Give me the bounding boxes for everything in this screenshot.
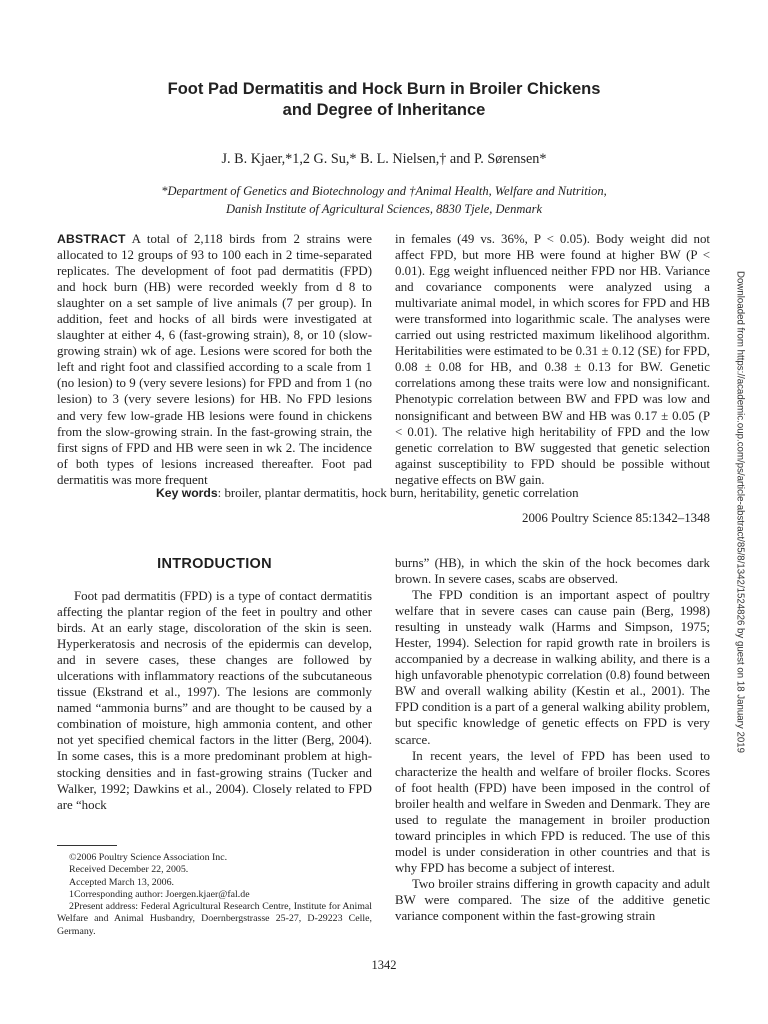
affiliation-line-2: Danish Institute of Agricultural Sciences, 8830 Tjele, Denmark [225,202,543,216]
abstract-left-text: A total of 2,118 birds from 2 strains were allocated to 12 groups of 93 to 100 each in 2 time-separated replicates. The development of foot pad dermatitis (FPD) and hock burn (HB) were recorded weekly from d 8 to slaughter on a set sample of live animals (7 per group). In addition, feet and hocks of all birds were investigated at slaughter at either 4, 6 (fast-growing strain), 8, or 10 (slow-growing strain) wk of age. Lesions were scored for both the left and right foot and classified according to a scale from 1 (no lesion) to 9 (very severe lesions) for FPD and from 1 (no lesion) to 3 (very severe lesions) for HB. No FPD lesions and very few low-grade HB lesions were found in chickens from the slow-growing strain. In the fast-growing strain, the first signs of FPD and HB were seen in wk 2. The incidence of both types of lesions increased thereafter. Foot pad dermatitis was more frequent [57,232,372,487]
abstract-heading: ABSTRACT [57,232,126,246]
introduction-paragraph-2: The FPD condition is an important aspect of poultry welfare that in severe cases can cause pain (Berg, 1998) resulting in unsteady walk (Harms and Simpson, 1975; Hester, 1994). Selection for rapid growth rate in broilers is accompanied by a decrease in walking ability, and there is a high unfavorable phenotypic correlation (0.8) found between BW and overall walking ability (Kestin et al., 2001). The FPD condition is a part of a general walking ability problem, but specific knowledge of genetic effects on FPD is very scarce. [395,588,710,747]
introduction-right-column [395,555,710,924]
footnotes [57,852,372,938]
affiliations [0,182,768,218]
author-list: J. B. Kjaer,*1,2 G. Su,* B. L. Nielsen,† and P. Sørensen* [221,151,547,167]
introduction-paragraph-1-continued: burns” (HB), in which the skin of the hock becomes dark brown. In severe cases, scabs are observed. [395,556,710,587]
download-watermark [727,252,753,772]
footnote-accepted: Accepted March 13, 2006. [69,876,175,888]
abstract-right-text: in females (49 vs. 36%, P < 0.05). Body weight did not affect FPD, but more HB were found at higher BW (P < 0.01). Egg weight influenced neither FPD nor HB. Variance and covariance components were analyzed using a multivariate animal model, in which scores for FPD and HB were transformed into logarithmic scale. The analyses were carried out using restricted maximum likelihood algorithm. Heritabilities were estimated to be 0.31 ± 0.12 (SE) for FPD, 0.08 ± 0.08 for HB, and 0.38 ± 0.13 for BW. Genetic correlations among these traits were low and nonsignificant. Phenotypic correlation between BW and FPD was low and nonsignificant and between BW and HB was 0.17 ± 0.05 (P < 0.01). The relative high heritability of FPD and the low genetic correlation to BW suggested that genetic selection against susceptibility to FPD should be possible without negative effects on BW gain. [395,232,710,487]
footnote-corresponding-author: 1Corresponding author: Joergen.kjaer@fal.de [69,888,250,900]
footnote-present-address: 2Present address: Federal Agricultural Research Centre, Institute for Animal Welfare and Animal Husbandry, Doernbergstrasse 25-27, D-29223 Celle, Germany. [57,901,372,937]
introduction-paragraph-1: Foot pad dermatitis (FPD) is a type of contact dermatitis affecting the plantar region of the feet in poultry and other birds. At an early stage, discoloration of the skin is seen. Hyperkeratosis and necrosis of the epidermis can develop, and in severe cases, these changes are followed by ulcerations with inflammatory reactions of the subcutaneous tissue (Ekstrand et al., 1997). The lesions are commonly named “ammonia burns” and are thought to be caused by a combination of moisture, high ammonia content, and other not yet specified chemical factors in the litter (Berg, 2004). In some cases, this is a more predominant problem at high-stocking densities and in fast-growing strains (Tucker and Walker, 1992; Dawkins et al., 2004). Closely related to FPD are “hock [57,589,372,812]
keywords-line [156,485,579,501]
affiliation-line-1: *Department of Genetics and Biotechnology and †Animal Health, Welfare and Nutrition, [161,184,607,198]
abstract-left-column [57,231,372,488]
abstract-right-column [395,231,710,488]
introduction-heading: INTRODUCTION [157,556,272,572]
page-number: 1342 [371,958,397,972]
footnote-copyright: ©2006 Poultry Science Association Inc. [69,852,228,863]
title-line-2: and Degree of Inheritance [282,101,486,119]
keywords-text: : broiler, plantar dermatitis, hock burn, heritability, genetic correlation [217,486,579,500]
article-title [0,79,768,121]
footnote-received: Received December 22, 2005. [69,864,189,876]
introduction-paragraph-3: In recent years, the level of FPD has been used to characterize the health and welfare of broiler flocks. Scores of foot health (FPD) have been imposed in the control of broiler health and welfare in Sweden and Denmark. They are used to regulate the management in broiler production toward principles in which FPD is reduced. The use of this model is under consideration in other countries and that is why FPD has become a subject of interest. [395,748,710,875]
download-watermark-text: Downloaded from https://academic.oup.com/ps/article-abstract/85/8/1342/1524826 by guest on 18 January 2019 [734,271,746,753]
title-line-1: Foot Pad Dermatitis and Hock Burn in Broiler Chickens [167,80,601,98]
journal-citation: 2006 Poultry Science 85:1342–1348 [522,511,710,525]
introduction-left-column [57,588,372,813]
footnote-divider [57,845,117,846]
introduction-paragraph-4: Two broiler strains differing in growth capacity and adult BW were compared. The size of the additive genetic variance component within the fast-growing strain [395,876,710,924]
keywords-label: Key words [156,486,218,500]
